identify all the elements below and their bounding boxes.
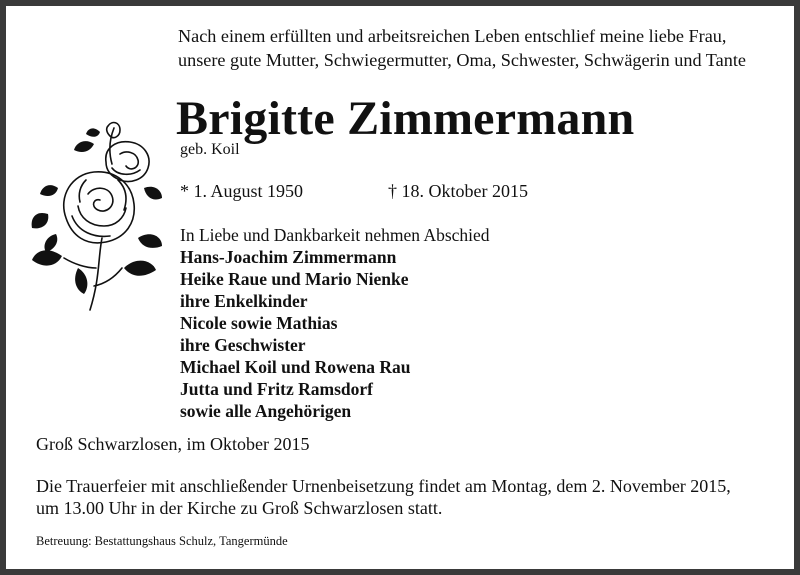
funeral-line-1: Die Trauerfeier mit anschließender Urnenbeisetzung findet am Montag, dem 2. November 2015, — [36, 476, 731, 496]
mourner-line: Jutta und Fritz Ramsdorf — [180, 379, 373, 399]
deceased-name: Brigitte Zimmermann — [176, 92, 635, 145]
mourner-line: Hans-Joachim Zimmermann — [180, 247, 397, 267]
mourner-line: ihre Enkelkinder — [180, 291, 308, 311]
mourner-line: sowie alle Angehörigen — [180, 401, 352, 421]
place-date: Groß Schwarzlosen, im Oktober 2015 — [36, 434, 310, 454]
mourner-line: Nicole sowie Mathias — [180, 313, 338, 333]
mourner-line: ihre Geschwister — [180, 335, 306, 355]
mourner-line: Heike Raue und Mario Nienke — [180, 269, 409, 289]
intro-line-2: unsere gute Mutter, Schwiegermutter, Oma, Schwester, Schwägerin und Tante — [178, 50, 746, 70]
mourners-lead: In Liebe und Dankbarkeit nehmen Abschied — [180, 225, 490, 245]
intro-line-1: Nach einem erfüllten und arbeitsreichen Leben entschlief meine liebe Frau, — [178, 26, 727, 46]
funeral-line-2: um 13.00 Uhr in der Kirche zu Groß Schwarzlosen statt. — [36, 498, 443, 518]
funeral-notice — [36, 475, 786, 519]
rose-icon — [28, 118, 168, 313]
intro-text — [178, 24, 778, 72]
funeral-home-credit: Betreuung: Bestattungshaus Schulz, Tangermünde — [36, 534, 288, 548]
death-date: † 18. Oktober 2015 — [388, 181, 528, 201]
maiden-name: geb. Koil — [180, 141, 240, 158]
mourners-block — [180, 224, 490, 422]
mourner-line: Michael Koil und Rowena Rau — [180, 357, 411, 377]
birth-date: * 1. August 1950 — [180, 181, 304, 201]
